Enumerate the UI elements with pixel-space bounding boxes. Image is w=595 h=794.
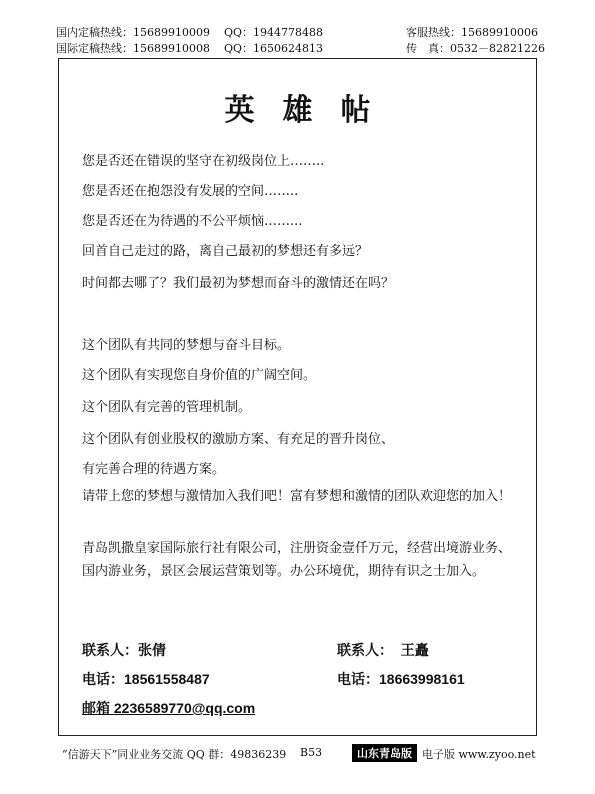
question-line: 回首自己走过的路，离自己最初的梦想还有多远？ xyxy=(82,244,369,259)
team-point-line: 这个团队有创业股权的激励方案、有充足的晋升岗位、 xyxy=(82,432,395,447)
phone-label: 电话： xyxy=(337,671,379,687)
phone-number: 18663998161 xyxy=(379,671,465,687)
intl-phone: 15689910008 xyxy=(133,42,210,55)
email-line xyxy=(82,698,255,718)
team-point-line: 这个团队有完善的管理机制。 xyxy=(82,400,252,415)
contact-label: 联系人： xyxy=(82,642,138,658)
footer-qq-group: “信游天下”同业业务交流 QQ 群：49836239 xyxy=(62,748,287,761)
intl-qq-label: QQ： xyxy=(223,42,254,55)
intl-label: 国际定稿热线： xyxy=(56,42,133,55)
contact-1-phone xyxy=(82,669,210,689)
company-text: 青岛凯撒皇家国际旅行社有限公司，注册资金壹仟万元，经营出境游业务、国内游业务，景区会展运营策划等。办公环境优，期待有识之士加入。 xyxy=(82,541,512,579)
edition-badge: 山东青岛版 xyxy=(352,744,417,762)
fax-number: 0532－82821226 xyxy=(450,42,545,55)
team-point-line: 这个团队有共同的梦想与奋斗目标。 xyxy=(82,338,291,353)
header-service-line xyxy=(406,24,538,40)
header-fax-line xyxy=(406,40,545,56)
contact-1-person xyxy=(82,640,166,660)
email-address: 2236589770@qq.com xyxy=(113,700,256,716)
header-intl-line xyxy=(56,40,323,56)
service-phone: 15689910006 xyxy=(461,26,538,39)
header-domestic-line xyxy=(56,24,323,40)
ad-title: 英雄帖 xyxy=(224,93,399,128)
phone-label: 电话： xyxy=(82,671,124,687)
page-number: B53 xyxy=(300,746,323,759)
question-line: 您是否还在为待遇的不公平烦恼……... xyxy=(82,214,303,229)
team-point-line: 这个团队有实现您自身价值的广阔空间。 xyxy=(82,368,317,383)
question-line: 您是否还在错误的坚守在初级岗位上…….. xyxy=(82,154,325,169)
domestic-qq-label: QQ： xyxy=(223,26,254,39)
domestic-qq: 1944778488 xyxy=(253,26,324,39)
fax-label: 传 真： xyxy=(406,42,450,55)
contact-name: 张倩 xyxy=(138,642,166,658)
question-line: 您是否还在抱怨没有发展的空间…….. xyxy=(82,184,299,199)
contact-2-person xyxy=(337,640,429,660)
invitation-text: 请带上您的梦想与激情加入我们吧！富有梦想和激情的团队欢迎您的加入！ xyxy=(82,489,512,504)
team-point-line: 有完善合理的待遇方案。 xyxy=(82,462,226,477)
intl-qq: 1650624813 xyxy=(253,42,324,55)
email-label: 邮箱 xyxy=(82,700,110,716)
question-line: 时间都去哪了？我们最初为梦想而奋斗的激情还在吗？ xyxy=(82,276,395,291)
service-label: 客服热线： xyxy=(406,26,461,39)
contact-2-phone xyxy=(337,669,465,689)
contact-label: 联系人： xyxy=(337,642,393,658)
contact-name: 王矗 xyxy=(400,642,429,658)
domestic-phone: 15689910009 xyxy=(133,26,210,39)
phone-number: 18561558487 xyxy=(124,671,210,687)
footer-website: 电子版 www.zyoo.net xyxy=(422,748,536,761)
domestic-label: 国内定稿热线： xyxy=(56,26,133,39)
